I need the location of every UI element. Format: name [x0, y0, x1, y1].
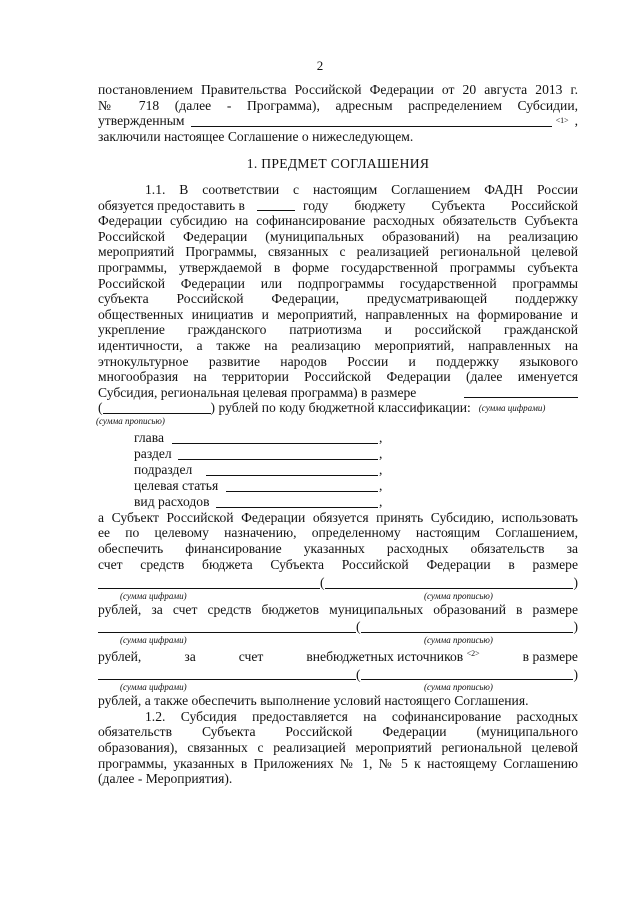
- p11-line-3: Федерации субсидию на софинансирование расходных обязательств Субъекта: [98, 213, 578, 229]
- obligations-line-10: рублей, а также обеспечить выполнение условий настоящего Соглашения.: [98, 693, 529, 709]
- paren-close: ): [573, 619, 578, 635]
- expense-type-label: вид расходов: [134, 493, 210, 509]
- p11-line-14-text: Субсидия, региональная целевая программа) в размере: [98, 384, 417, 400]
- intro-comma: ,: [574, 113, 578, 129]
- p11-line-1: 1.1. В соответствии с настоящим Соглашением ФАДН России: [145, 181, 578, 197]
- p11-line-6: программы, утверждаемой в форме государственной программы субъекта: [98, 259, 578, 275]
- p11-line-15-text: ) рублей по коду бюджетной классификации:: [210, 400, 471, 416]
- p11-line-5: мероприятий Программы, связанных с реализацией региональной целевой: [98, 244, 578, 260]
- p11-line-11: идентичности, а также на реализацию мероприятий, направленных на: [98, 337, 578, 353]
- hint-words: (сумма прописью): [424, 682, 493, 693]
- page-number: 2: [316, 58, 324, 73]
- off-budget-amount-words-blank[interactable]: [361, 667, 574, 680]
- obligations-line-6: рублей, за счет средств бюджетов муниципальных образований в размере: [98, 601, 578, 617]
- off-budget-hints: [98, 682, 578, 693]
- off-budget-word-3: счет: [238, 649, 264, 665]
- classification-expense-type: [98, 494, 578, 510]
- subsidy-amount-digits-blank[interactable]: [464, 385, 578, 398]
- p12-line-3: образования), связанных с реализацией мероприятий региональной целевой: [98, 740, 578, 755]
- off-budget-word-2: за: [184, 649, 196, 665]
- target-article-label: целевая статья: [134, 477, 219, 493]
- p11-line-13: многообразия на территории Российской Федерации (далее именуется: [98, 369, 578, 385]
- paren-open: (: [98, 400, 103, 416]
- classification-subsection: [98, 462, 578, 478]
- regional-budget-amount-row: [98, 575, 578, 591]
- p11-line-14: [98, 385, 578, 401]
- section-heading: 1. ПРЕДМЕТ СОГЛАШЕНИЯ: [246, 156, 430, 172]
- off-budget-word-4: внебюджетных: [306, 649, 394, 665]
- subsection-comma: ,: [379, 461, 383, 477]
- obligations-line-4: счет средств бюджета Субъекта Российской Федерации в размере: [98, 556, 578, 572]
- chapter-label: глава: [134, 429, 164, 445]
- municipal-amount-digits-blank[interactable]: [98, 620, 356, 633]
- regional-amount-digits-blank[interactable]: [98, 576, 320, 589]
- intro-line-2: № 718 (далее - Программа), адресным распределением Субсидии,: [98, 97, 578, 113]
- intro-line-4: заключили настоящее Соглашение о нижеследующем.: [98, 128, 414, 144]
- expense-type-comma: ,: [379, 493, 383, 509]
- classification-target-article: [98, 478, 578, 494]
- paren-close: ): [573, 666, 578, 682]
- regional-amount-words-blank[interactable]: [325, 576, 574, 589]
- intro-line-1: постановлением Правительства Российской Федерации от 20 августа 2013 г.: [98, 82, 578, 97]
- municipal-amount-row: [98, 619, 578, 635]
- subsidy-amount-words-blank[interactable]: [103, 401, 211, 414]
- p11-line-7: Российской Федерации или подпрограммы государственной программы: [98, 275, 578, 291]
- approved-by-blank[interactable]: [191, 114, 552, 127]
- hint-digits: (сумма цифрами): [120, 682, 187, 693]
- section-blank[interactable]: [178, 459, 378, 460]
- year-blank[interactable]: [257, 198, 295, 211]
- hint-amount-digits: (сумма цифрами): [478, 402, 546, 413]
- hint-digits: (сумма цифрами): [120, 590, 187, 601]
- classification-section: [98, 446, 578, 462]
- hint-amount-words: (сумма прописью): [96, 415, 165, 426]
- p11-line-10: укрепление гражданского патриотизма и российской гражданской: [98, 322, 578, 338]
- p12-line-2: обязательств Субъекта Российской Федерации (муниципального: [98, 724, 578, 740]
- p11-line-8: субъекта Российской Федерации, предусматривающей поддержку: [98, 291, 578, 307]
- hint-words: (сумма прописью): [424, 590, 493, 601]
- off-budget-in-amount: в размере: [522, 649, 578, 665]
- off-budget-amount-digits-blank[interactable]: [98, 667, 356, 680]
- chapter-blank[interactable]: [172, 443, 378, 444]
- p11-line-9: общественных инициатив и мероприятий, направленных на формирование и: [98, 306, 578, 322]
- document-body: [98, 82, 578, 787]
- off-budget-word-1: рублей,: [98, 649, 142, 665]
- regional-hints: [98, 591, 578, 602]
- off-budget-amount-row: [98, 667, 578, 683]
- obligations-line-3: обеспечить финансирование указанных расходных обязательств за: [98, 541, 578, 557]
- municipal-amount-words-blank[interactable]: [361, 620, 574, 633]
- p11-line-2-start: обязуется предоставить в: [98, 197, 245, 213]
- off-budget-sources: [306, 646, 479, 665]
- p12-line-1: 1.2. Субсидия предоставляется на софинансирование расходных: [145, 708, 578, 724]
- obligations-line-2: ее по целевому назначению, определенному настоящим Соглашением,: [98, 525, 578, 541]
- p11-line-15: [98, 400, 578, 416]
- hint-digits: (сумма цифрами): [120, 635, 187, 646]
- p11-line-2-end: году бюджету Субъекта Российской: [302, 197, 578, 213]
- intro-line-3: [98, 113, 578, 129]
- p11-line-4: Российской Федерации (муниципальных образований) на реализацию: [98, 228, 578, 244]
- section-comma: ,: [379, 445, 383, 461]
- p11-line-12: этнокультурное развитие народов России и поддержку языкового: [98, 353, 578, 369]
- off-budget-line: [98, 646, 578, 665]
- paren-open: (: [356, 666, 361, 682]
- classification-chapter: [98, 430, 578, 446]
- target-article-blank[interactable]: [226, 491, 378, 492]
- subsection-blank[interactable]: [206, 475, 378, 476]
- paren-open: (: [320, 575, 325, 591]
- expense-type-blank[interactable]: [216, 507, 378, 508]
- p12-line-5: (далее - Мероприятия).: [98, 771, 233, 787]
- intro-approved-by: утвержденным: [98, 113, 185, 129]
- paren-close: ): [573, 575, 578, 591]
- section-label: раздел: [134, 445, 172, 461]
- municipal-hints: [98, 635, 578, 646]
- off-budget-word-5: источников: [397, 649, 464, 665]
- subsection-label: подраздел: [134, 461, 193, 477]
- paren-open: (: [356, 619, 361, 635]
- hint-words: (сумма прописью): [424, 635, 493, 646]
- footnote-2-marker: <2>: [466, 649, 480, 659]
- target-article-comma: ,: [379, 477, 383, 493]
- obligations-line-1: а Субъект Российской Федерации обязуется принять Субсидию, использовать: [98, 509, 578, 525]
- footnote-1-marker: <1>: [555, 116, 569, 126]
- p12-line-4: программы, указанных в Приложениях № 1, № 5 к настоящему Соглашению: [98, 755, 578, 771]
- p11-line-2: [98, 198, 578, 214]
- chapter-comma: ,: [379, 429, 383, 445]
